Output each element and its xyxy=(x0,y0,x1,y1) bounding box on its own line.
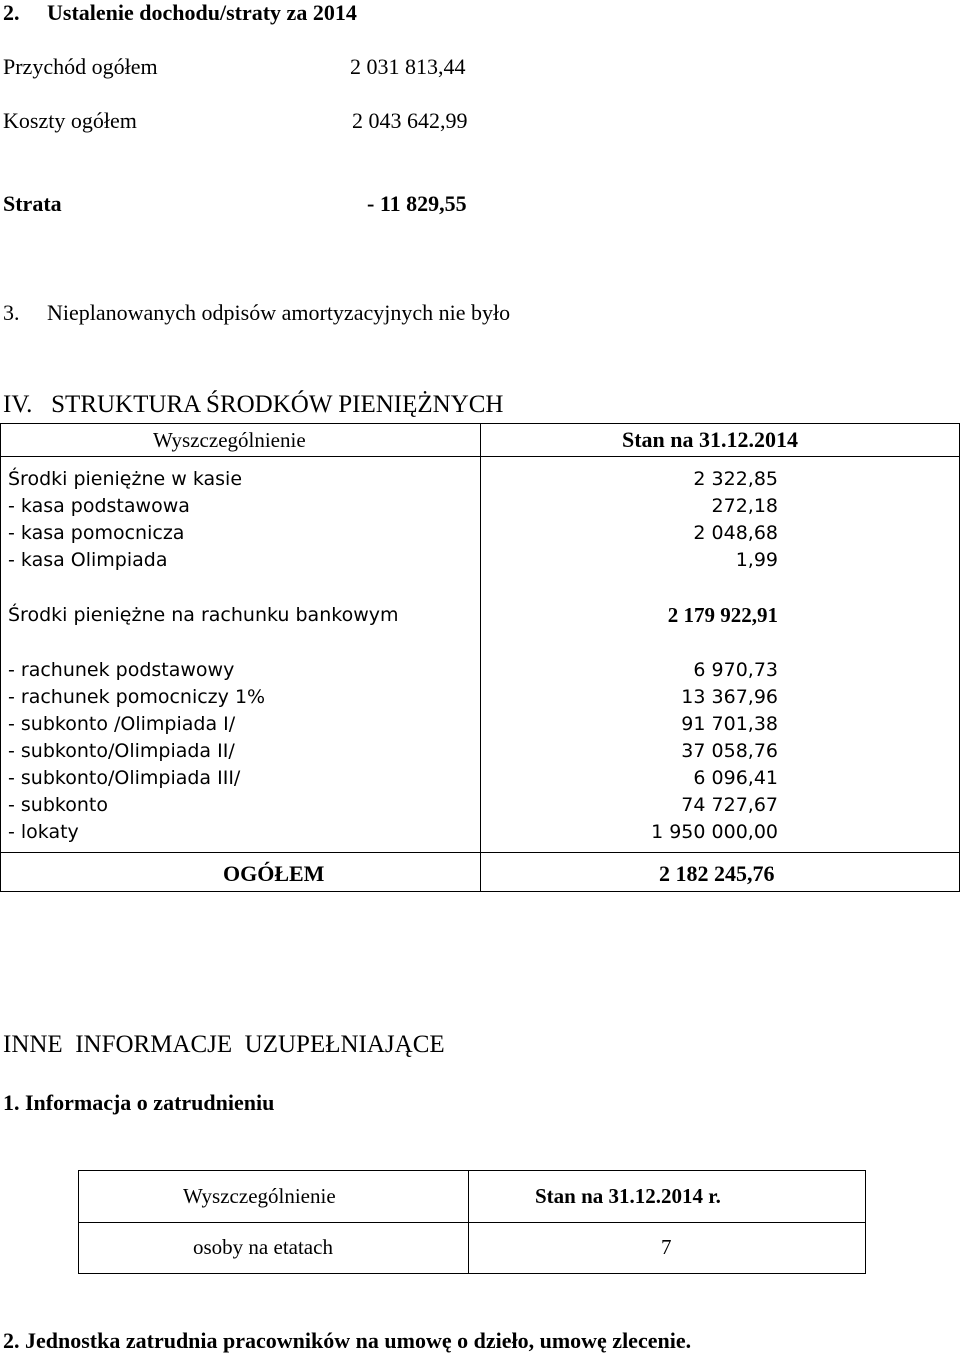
table-header-date: Stan na 31.12.2014 xyxy=(622,427,799,452)
employment-header-date: Stan na 31.12.2014 r. xyxy=(535,1184,721,1208)
cash-structure-heading: IV. STRUKTURA ŚRODKÓW PIENIĘŻNYCH xyxy=(3,391,504,418)
costs-value: 2 043 642,99 xyxy=(352,108,468,133)
row-value: 2 048,68 xyxy=(693,522,778,544)
table-row xyxy=(1,765,959,792)
row-label: - kasa Olimpiada xyxy=(8,549,168,571)
total-value: 2 182 245,76 xyxy=(659,861,775,886)
table-row xyxy=(1,738,959,765)
loss-value: - 11 829,55 xyxy=(367,191,467,216)
row-value: 91 701,38 xyxy=(681,713,778,735)
row-label: - kasa pomocnicza xyxy=(8,522,185,544)
revenue-label: Przychód ogółem xyxy=(3,54,158,79)
row-label: - subkonto /Olimpiada I/ xyxy=(8,713,236,735)
employment-header-description: Wyszczególnienie xyxy=(183,1184,336,1208)
section-heading-income: 2. Ustalenie dochodu/straty za 2014 xyxy=(3,0,357,25)
header-divider xyxy=(1,456,959,457)
row-value: 6 096,41 xyxy=(693,767,778,789)
employment-heading: 1. Informacja o zatrudnieniu xyxy=(3,1090,275,1115)
table-row xyxy=(1,819,959,846)
row-value: 1,99 xyxy=(735,549,778,571)
total-label: OGÓŁEM xyxy=(223,861,325,886)
table-row xyxy=(1,711,959,738)
row-value: 1 950 000,00 xyxy=(651,821,778,843)
row-label: - subkonto/Olimpiada II/ xyxy=(8,740,235,762)
costs-label: Koszty ogółem xyxy=(3,108,137,133)
table-row xyxy=(1,684,959,711)
loss-label: Strata xyxy=(3,191,62,216)
total-divider xyxy=(1,852,959,853)
employment-table xyxy=(78,1170,866,1274)
row-value: 37 058,76 xyxy=(681,740,778,762)
row-value: 13 367,96 xyxy=(681,686,778,708)
table-row xyxy=(1,792,959,819)
contracts-note: 2. Jednostka zatrudnia pracowników na umowę o dzieło, umowę zlecenie. xyxy=(3,1328,692,1353)
row-label: - rachunek pomocniczy 1% xyxy=(8,686,266,708)
row-value: 6 970,73 xyxy=(693,659,778,681)
table-row xyxy=(1,602,959,629)
row-label: Środki pieniężne na rachunku bankowym xyxy=(8,604,399,626)
row-label: - subkonto xyxy=(8,794,108,816)
row-label: - rachunek podstawowy xyxy=(8,659,235,681)
row-divider xyxy=(79,1222,865,1223)
table-row xyxy=(1,493,959,520)
employment-row-label: osoby na etatach xyxy=(193,1235,333,1259)
table-row xyxy=(1,466,959,493)
additional-info-heading: INNE INFORMACJE UZUPEŁNIAJĄCE xyxy=(3,1031,445,1058)
table-row xyxy=(1,547,959,574)
table-row xyxy=(1,657,959,684)
row-value: 272,18 xyxy=(711,495,778,517)
employment-row-value: 7 xyxy=(661,1235,672,1259)
row-label: Środki pieniężne w kasie xyxy=(8,468,243,490)
cash-structure-table xyxy=(0,423,960,892)
row-label: - lokaty xyxy=(8,821,79,843)
row-value: 2 322,85 xyxy=(693,468,778,490)
revenue-value: 2 031 813,44 xyxy=(350,54,466,79)
row-label: - kasa podstawowa xyxy=(8,495,190,517)
table-header-description: Wyszczególnienie xyxy=(153,428,306,452)
row-label: - subkonto/Olimpiada III/ xyxy=(8,767,241,789)
row-value: 74 727,67 xyxy=(681,794,778,816)
table-row xyxy=(1,520,959,547)
depreciation-note: 3. Nieplanowanych odpisów amortyzacyjnych nie było xyxy=(3,300,511,325)
row-value: 2 179 922,91 xyxy=(667,603,778,627)
